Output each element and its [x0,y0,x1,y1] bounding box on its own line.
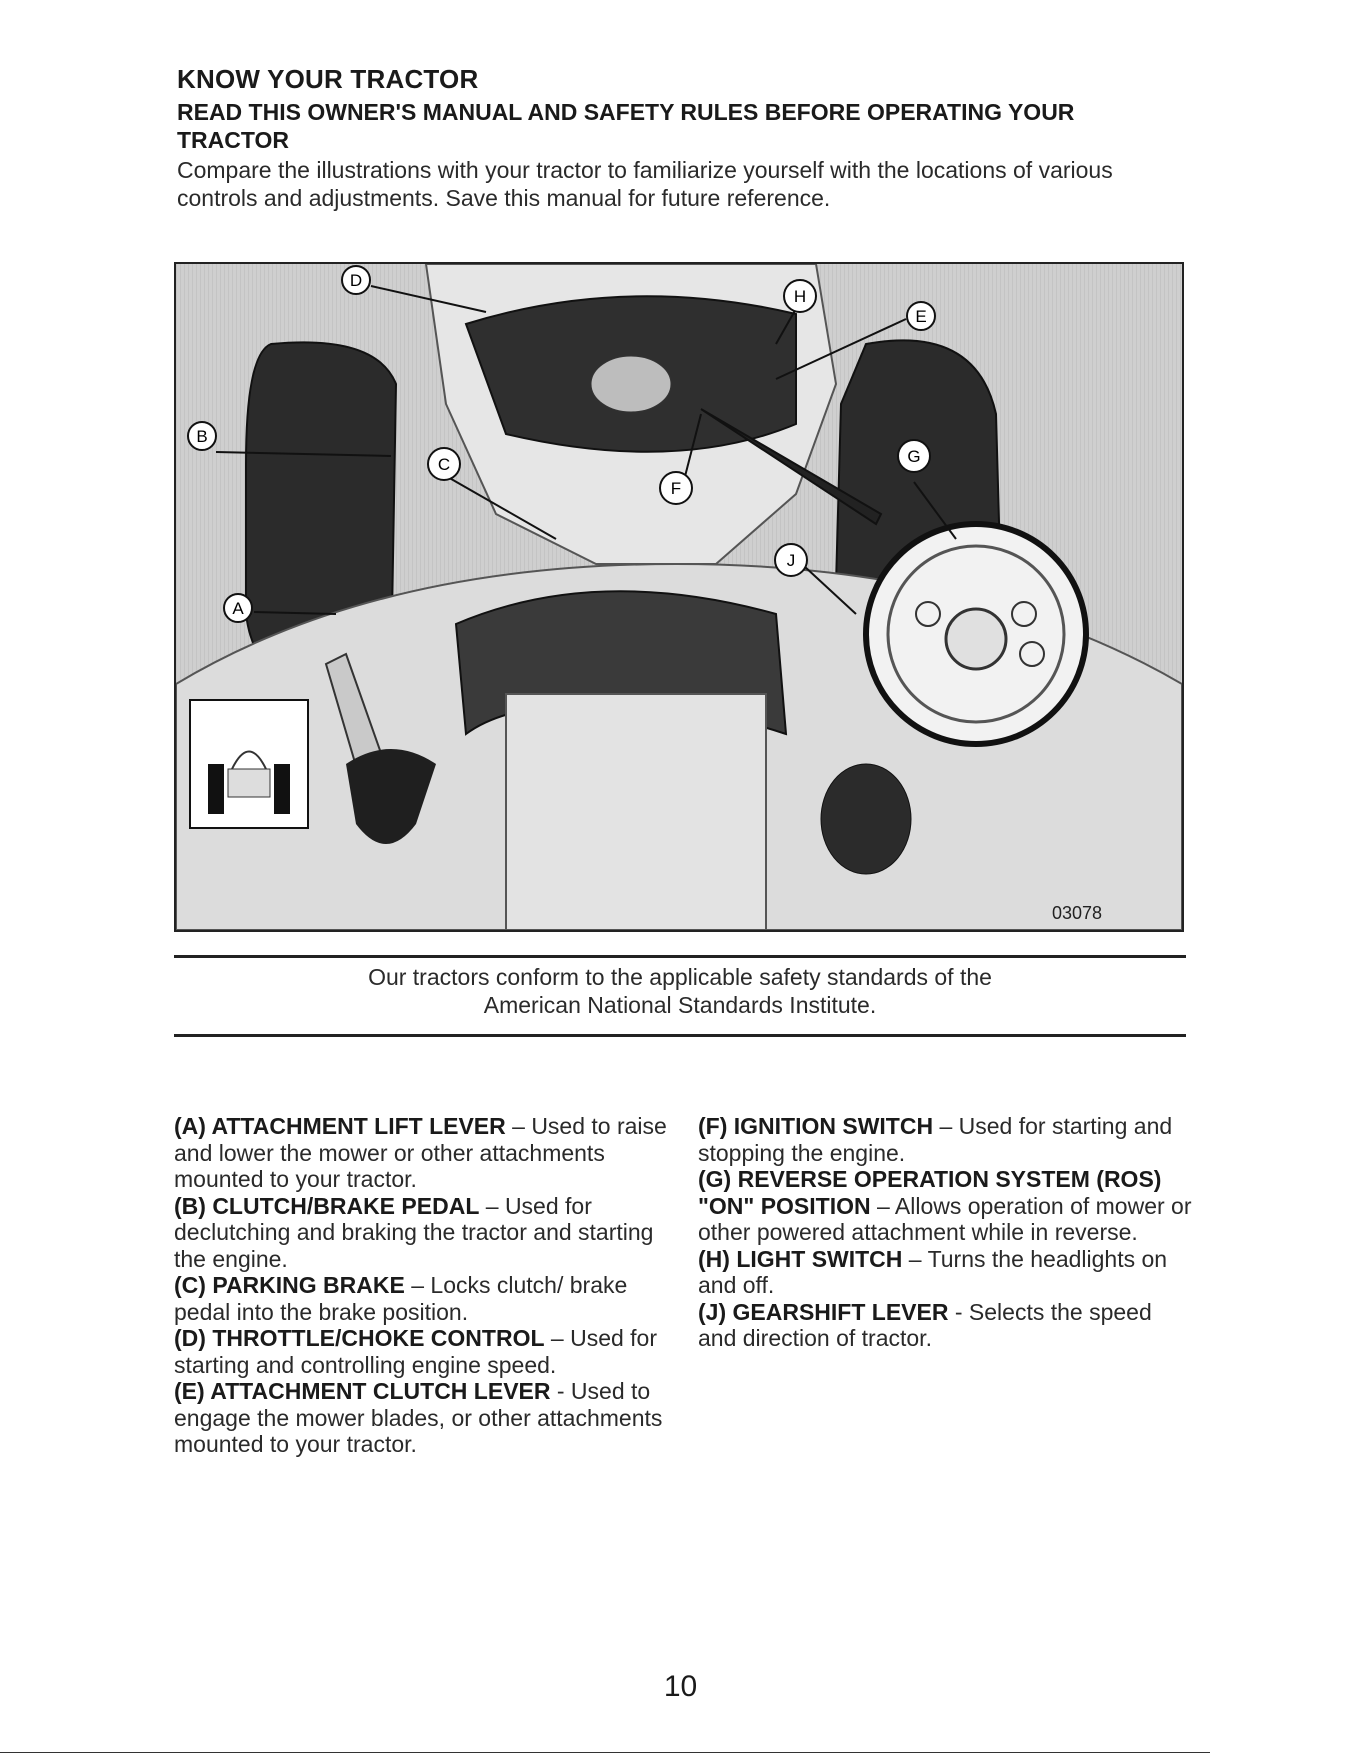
standards-line-2: American National Standards Institute. [483,992,877,1018]
control-desc: – Turns the headlights on and off. [698,1245,1168,1298]
control-desc: – Used for declutching and braking the tractor and starting the engine. [174,1192,654,1272]
standards-statement [174,963,1186,1019]
callout-b-label: B [196,427,208,446]
control-desc: – Used to raise and lower the mower or other attachments mounted to your tractor. [174,1113,667,1192]
callout-a [224,594,252,622]
callout-d [342,266,370,294]
control-label: (J) GEARSHIFT LEVER [698,1298,949,1325]
callout-e [907,302,935,330]
callout-b [188,422,216,450]
callout-f-label: F [670,479,682,498]
tractor-controls-illustration [174,262,1184,932]
callout-j [775,544,807,576]
callout-g [898,440,930,472]
control-desc: - Selects the speed and direction of tractor. [698,1298,1152,1351]
control-desc: – Used for starting and stopping the engine. [698,1113,1173,1166]
page-title: KNOW YOUR TRACTOR [177,64,479,94]
control-label: (B) CLUTCH/BRAKE PEDAL [174,1192,480,1219]
callout-h [784,280,816,312]
control-item [698,1246,1193,1299]
footer-rule [0,1752,1210,1753]
callout-c [428,448,460,480]
orientation-inset [190,700,308,828]
control-desc: - Used to engage the mower blades, or other attachments mounted to your tractor. [174,1378,663,1457]
control-desc: – Allows operation of mower or other powered attachment while in reverse. [698,1192,1192,1245]
page-number: 10 [663,1670,698,1703]
controls-list-left [174,1113,669,1458]
figure-number: 03078 [1051,903,1102,923]
control-item [174,1272,669,1325]
control-label: (F) IGNITION SWITCH [698,1113,934,1139]
control-desc: – Used for starting and controlling engine speed. [174,1325,658,1378]
control-label: (D) THROTTLE/CHOKE CONTROL [174,1325,545,1351]
divider-top [174,955,1186,958]
steering-column [591,356,671,412]
safety-subtitle: READ THIS OWNER'S MANUAL AND SAFETY RULES BEFORE OPERATING YOUR TRACTOR [177,99,1075,153]
control-label: (E) ATTACHMENT CLUTCH LEVER [174,1378,551,1404]
control-desc: – Locks clutch/ brake pedal into the brake position. [174,1272,628,1325]
cup-holder [821,764,911,874]
callout-a-label: A [232,599,244,618]
control-item [174,1193,669,1273]
control-item [698,1299,1193,1352]
control-item [174,1378,669,1458]
control-item [174,1113,669,1193]
control-item [174,1325,669,1378]
controls-list-right [698,1113,1193,1352]
control-label: (A) ATTACHMENT LIFT LEVER [174,1113,506,1139]
callout-h-label: H [793,287,807,306]
divider-bottom [174,1034,1186,1037]
seat-base [506,694,766,930]
callout-g-label: G [907,447,921,466]
callout-f [660,472,692,504]
callout-e-label: E [915,307,927,326]
control-label: (H) LIGHT SWITCH [698,1245,903,1272]
tractor-drawing [176,264,1182,930]
control-item [698,1166,1193,1246]
callout-d-label: D [349,271,363,290]
control-item [698,1113,1193,1166]
ignition-key-slot [946,609,1006,669]
control-label: (C) PARKING BRAKE [174,1272,405,1298]
standards-line-1: Our tractors conform to the applicable safety standards of the [368,964,992,990]
control-label: (G) REVERSE OPERATION SYSTEM (ROS) "ON" POSITION [698,1166,1162,1219]
intro-paragraph: Compare the illustrations with your tractor to familiarize yourself with the locations of various controls and adjustments. Save this manual for future reference. [177,157,1113,211]
callout-j-label: J [786,551,796,570]
callout-c-label: C [437,455,451,474]
